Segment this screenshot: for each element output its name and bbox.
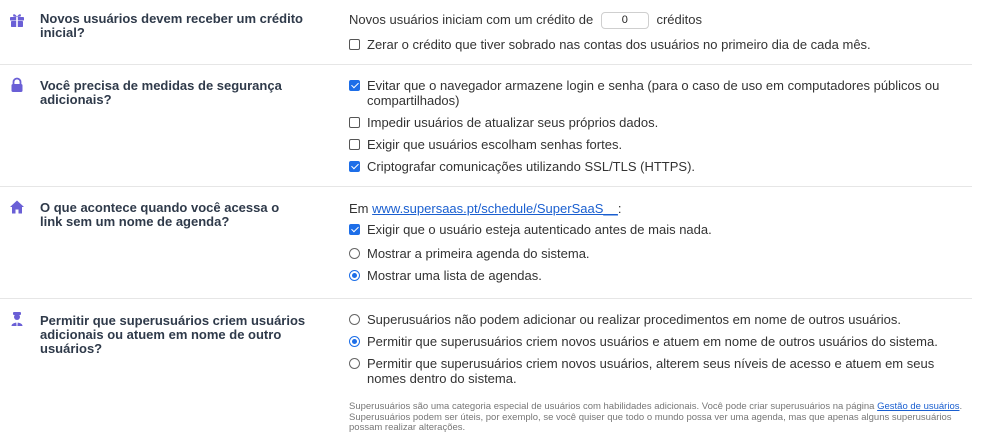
require-auth-checkbox[interactable] [349, 224, 360, 235]
security-option-prevent-edit[interactable] [349, 115, 972, 130]
security-option-label: Exigir que usuários escolham senhas fortes. [367, 137, 623, 152]
security-option-label: Criptografar comunicações utilizando SSL/TLS (HTTPS). [367, 159, 696, 174]
landing-option-label: Mostrar a primeira agenda do sistema. [367, 246, 590, 261]
security-option-browser-storage[interactable] [349, 78, 972, 108]
reset-credit-option[interactable] [349, 37, 972, 52]
strong-passwords-checkbox[interactable] [349, 139, 360, 150]
superusers-create-act-radio[interactable] [349, 336, 360, 347]
reset-credit-checkbox[interactable] [349, 39, 360, 50]
credit-section [0, 0, 972, 65]
superusers-option-create-act[interactable] [349, 334, 972, 349]
landing-url-line [349, 201, 972, 216]
reset-credit-label: Zerar o crédito que tiver sobrado nas contas dos usuários no primeiro dia de cada mês. [367, 37, 871, 52]
security-section [0, 65, 972, 187]
superusers-note [349, 402, 972, 434]
landing-question: O que acontece quando você acessa o link sem um nome de agenda? [40, 200, 280, 229]
require-auth-label: Exigir que o usuário esteja autenticado antes de mais nada. [367, 222, 712, 237]
require-auth-option[interactable] [349, 222, 972, 237]
initial-credit-input[interactable] [601, 12, 649, 29]
prevent-edit-checkbox[interactable] [349, 117, 360, 128]
superusers-question: Permitir que superusuários criem usuários adicionais ou atuem em nome de outro usuários? [40, 313, 306, 356]
lock-icon [9, 77, 27, 95]
note-text-before: Superusuários são uma categoria especial de usuários com habilidades adicionais. Você pode criar superusuários na página [349, 401, 875, 412]
schedule-link[interactable]: www.supersaas.pt/schedule/SuperSaaS__ [372, 201, 618, 216]
landing-option-schedule-list[interactable] [349, 268, 972, 283]
landing-section [0, 187, 972, 299]
security-option-strong-passwords[interactable] [349, 137, 972, 152]
landing-option-label: Mostrar uma lista de agendas. [367, 268, 542, 283]
security-question: Você precisa de medidas de segurança adicionais? [40, 78, 282, 107]
landing-suffix: : [617, 201, 622, 216]
superusers-option-label: Superusuários não podem adicionar ou realizar procedimentos em nome de outros usuários. [367, 312, 902, 327]
gift-icon [9, 12, 27, 30]
browser-storage-checkbox[interactable] [349, 80, 360, 91]
landing-prefix: Em [349, 201, 369, 216]
superusers-option-label: Permitir que superusuários criem novos usuários, alterem seus níveis de acesso e atuem em seus nomes dentro do sistema. [367, 356, 935, 386]
ssl-checkbox[interactable] [349, 161, 360, 172]
credit-question: Novos usuários devem receber um crédito inicial? [40, 11, 303, 40]
credit-line [349, 11, 972, 31]
landing-option-first-schedule[interactable] [349, 246, 972, 261]
first-schedule-radio[interactable] [349, 248, 360, 259]
superusers-full-radio[interactable] [349, 358, 360, 369]
home-icon [9, 199, 27, 217]
superusers-option-full[interactable] [349, 356, 972, 386]
security-option-label: Impedir usuários de atualizar seus próprios dados. [367, 115, 659, 130]
note-text-after: . Superusuários podem ser úteis, por exemplo, se você quiser que todo o mundo possa ver uma agenda, mas que apenas alguns superusuários possam realizar alterações. [349, 401, 963, 433]
user-tie-icon [9, 311, 27, 329]
superusers-option-none[interactable] [349, 312, 972, 327]
credit-text-before: Novos usuários iniciam com um crédito de [349, 12, 594, 27]
user-management-link[interactable]: Gestão de usuários [877, 401, 960, 412]
superusers-none-radio[interactable] [349, 314, 360, 325]
security-option-label: Evitar que o navegador armazene login e senha (para o caso de uso em computadores públicos ou compartilhados) [367, 78, 940, 108]
superusers-option-label: Permitir que superusuários criem novos usuários e atuem em nome de outros usuários do sistema. [367, 334, 938, 349]
security-option-ssl[interactable] [349, 159, 972, 174]
credit-text-after: créditos [656, 12, 702, 27]
schedule-list-radio[interactable] [349, 270, 360, 281]
superusers-section [0, 299, 972, 447]
